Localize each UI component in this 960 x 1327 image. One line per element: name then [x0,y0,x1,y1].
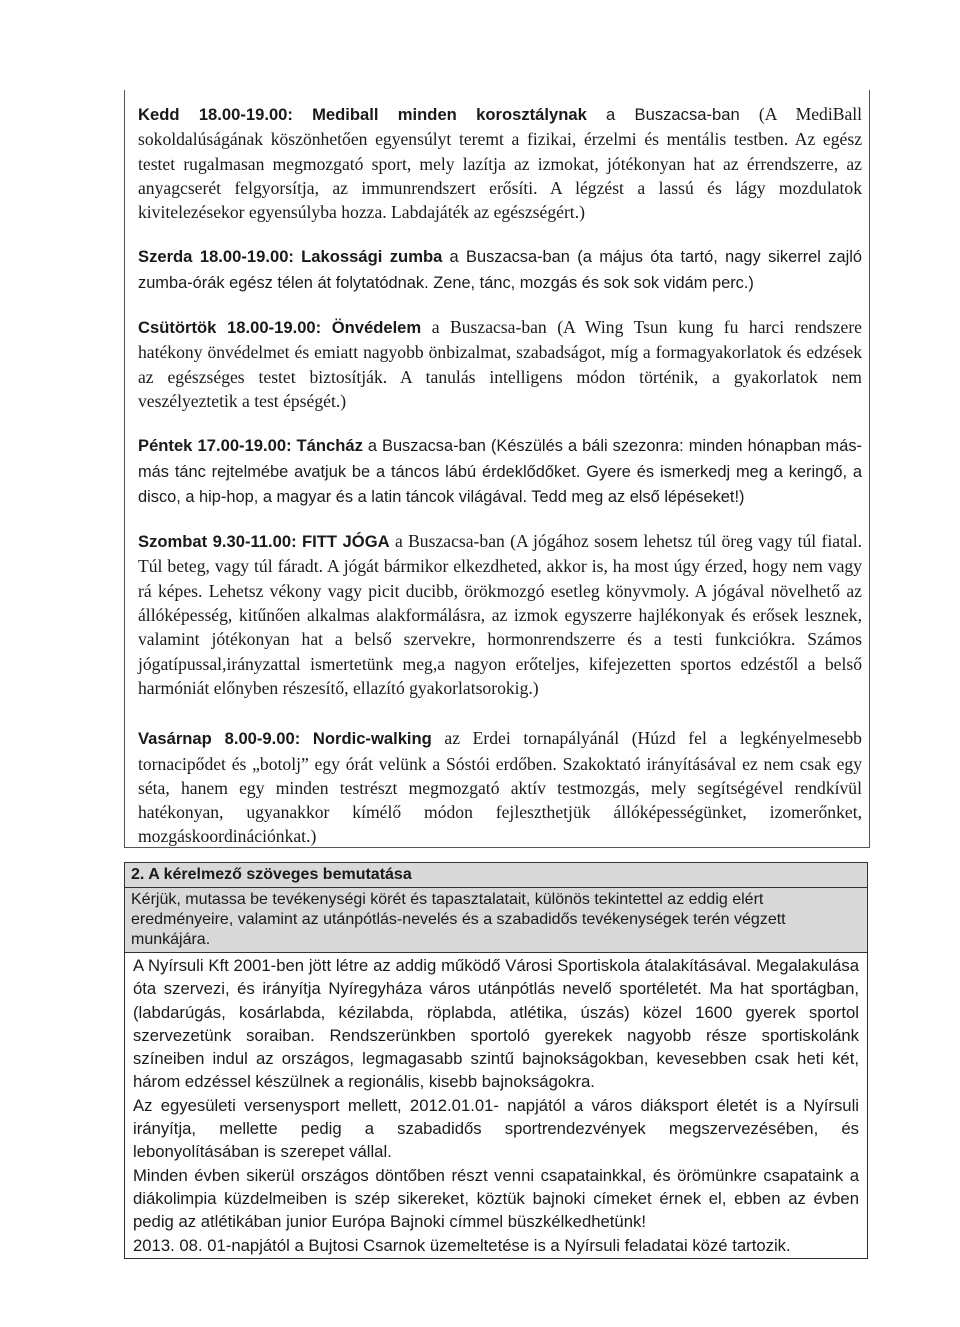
activity-name: FITT JÓGA [302,532,390,552]
activity-name: Nordic-walking [312,729,432,749]
schedule-wednesday [138,244,862,295]
activity-description: (A MediBall sokoldalúságának köszönhetően egyensúlyt teremt a fizikai, érzelmi és mentális testben. Az egész testet rugalmasan megmozgató sport, mely lazítja az izmokat, jótékonyan hat az érrendszerre, az anyagcserét felgyorsítja, az immunrendszert erősíti. A légzést a lassú és lágy mozdulatok kivitelezésekor egyensúlyba hozza. Labdajáték az egészségért.) [138,104,863,223]
body-paragraph: 2013. 08. 01-napjától a Bujtosi Csarnok üzemeltetése is a Nyírsuli feladatai közé tartozik. [133,1235,791,1255]
activity-name: Mediball minden korosztálynak [312,105,587,124]
activity-name: Lakossági zumba [301,247,443,267]
day-time: Csütörtök 18.00-19.00: [138,318,322,338]
day-time: Kedd 18.00-19.00: [138,105,293,124]
schedule-saturday [138,529,862,700]
schedule-thursday [138,315,862,413]
schedule-sunday [138,726,862,848]
activity-name: Táncház [296,436,363,456]
weekly-schedule [138,102,862,849]
activity-description: a Buszacsa-ban (a május óta tartó, nagy sikerrel zajló zumba-órák egész télen át folytatódnak. Zene, tánc, mozgás és sok sok vidám perc.) [138,248,862,292]
activity-intro: a Buszacsa-ban [605,105,740,124]
activity-description: a Buszacsa-ban (A Wing Tsun kung fu harci rendszere hatékony önvédelmet és emiatt nagyobb önbizalmat, szabadságot, míg a formagyakorlatok és edzések az egészséges testet biztosítják. A tanulás intelligens módon történik, a gyakorlatok nem veszélyeztetik a test épségét.) [138,317,862,411]
day-time: Péntek 17.00-19.00: [138,436,292,456]
activity-description: az Erdei tornapályánál (Húzd fel a legkényelmesebb tornacipődet és „botolj” egy órát velünk a Sóstói erdőben. Szakoktató irányításával ez nem csak egy séta, hanem egy minden testrészt megmozgató aktív testmozgás, mely segítségével rendkívül hatékonyan, ugyanakkor kímélő módon fejleszthetjük állóképességünket, izomerőnket, mozgáskoordinációnkat.) [138,728,862,847]
body-paragraph: Minden évben sikerül országos döntőben részt venni csapatainkkal, és örömünkre csapataink a diákolimpia küzdelmeiben is szép sikereket, köztük bajnoki címeket érnek el, ebben az évben pedig az atlétikában junior Európa Bajnoki címmel büszkélkedhetünk! [133,1165,859,1232]
activity-description: a Buszacsa-ban (Készülés a báli szezonra: minden hónapban más-más tánc rejtelmébe avatjuk be a táncos lábú érdeklődőket. Gyere és ismerkedj meg a keringő, a disco, a hip-hop, a magyar és a latin táncok világával. Tedd meg az első lépéseket!) [138,437,862,506]
activity-description: a Buszacsa-ban (A jógához sosem lehetsz túl öreg vagy túl fiatal. Túl beteg, vagy túl fáradt. A jógát bármikor elkezdheted, akkor is, ha most úgy érzed, hogy nem vagy rá képes. Lehetsz vékony vagy picit ducibb, örökmozgó esetleg könyvmoly. A jógával növelhető az állóképesség, kitűnően alkalmas alakformálásra, az izmok egyszerre hajlékonyak és erősek lesznek, valamint jótékonyan hat a belső szervekre, hormonrendszerre és a testi funkciókra. Számos jógatípussal,irányzattal ismertetünk meg,a nagyon erőteljes, kifejezetten sportos edzéstől a belső harmóniát előnyben részesítő, ellazító gyakorlatsorokig.) [138,531,863,698]
body-paragraph: A Nyírsuli Kft 2001-ben jött létre az addig működő Városi Sportiskola átalakításával. Megalakulása óta szervezi, és irányítja Nyíregyháza város utánpótlás nevelő sportéletét. Ma hat sportágban, (labdarúgás, kosárlabda, kézilabda, röplabda, atlétika, úszás) közel 1600 gyerek sportol szervezetünk soraiban. Rendszerünkben sportoló gyerekek nagyobb része sportiskolánk színeiben indul az országos, legmagasabb szintű bajnokságokban, kevesebben csak heti két, három edzéssel készülnek a regionális, kisebb bajnokságokra. [133,956,859,1092]
section-body [124,953,868,1259]
section-title: 2. A kérelmező szöveges bemutatása [124,862,868,887]
schedule-friday [138,433,862,509]
day-time: Szombat 9.30-11.00: [138,532,297,552]
body-paragraph: Az egyesületi versenysport mellett, 2012.01.01- napjától a város diáksport életét is a Nyírsuli irányítja, mellette pedig a szabadidős sportrendezvények megszervezésében, és lebonyolításában is szerepet vállal. [133,1095,859,1162]
applicant-presentation-section [124,862,868,1259]
day-time: Szerda 18.00-19.00: [138,247,294,267]
activity-name: Önvédelem [331,318,422,338]
schedule-tuesday [138,102,862,224]
day-time: Vasárnap 8.00-9.00: [138,729,301,749]
section-instruction: Kérjük, mutassa be tevékenységi körét és tapasztalatait, különös tekintettel az eddig elért eredményeire, valamint az utánpótlás-nevelés és a szabadidős tevékenységek terén végzett munkájára. [124,887,868,953]
